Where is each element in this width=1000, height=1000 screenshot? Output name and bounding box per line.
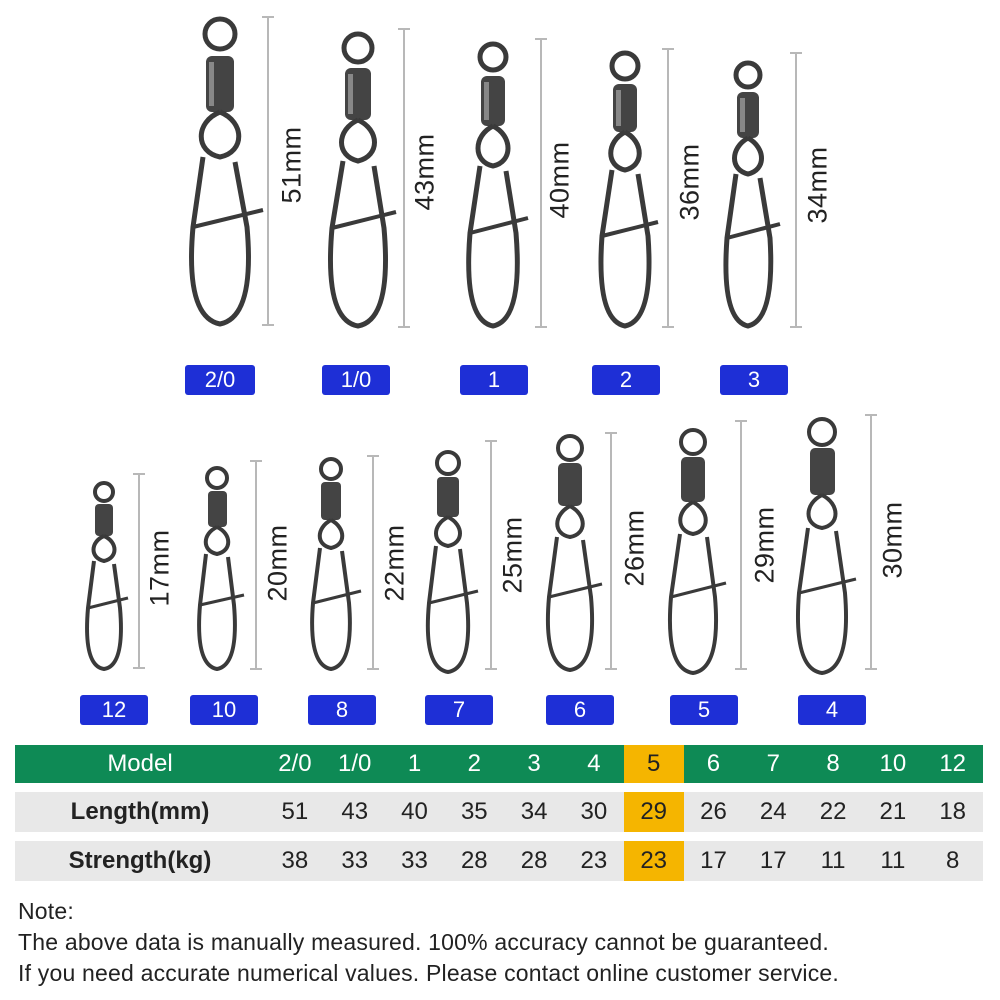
length-label: 20mm bbox=[262, 524, 293, 602]
length-cell: 24 bbox=[759, 798, 787, 825]
strength-cell: 17 bbox=[700, 847, 727, 874]
model-cell: 12 bbox=[939, 750, 967, 777]
swivel-image-2 bbox=[592, 48, 662, 328]
swivel-image-1-0 bbox=[318, 28, 398, 328]
note-title: Note: bbox=[18, 898, 74, 924]
swivel-image-3 bbox=[718, 58, 788, 328]
swivel-image-10 bbox=[192, 465, 246, 670]
model-cell: 7 bbox=[766, 750, 780, 777]
size-badge: 3 bbox=[720, 365, 788, 395]
strength-cell: 23 bbox=[624, 841, 684, 881]
length-cell: 40 bbox=[401, 798, 428, 825]
strength-cell: 11 bbox=[820, 847, 846, 874]
swivel-snap-icon bbox=[592, 48, 662, 328]
model-cell: 2 bbox=[467, 750, 481, 777]
length-cell: 30 bbox=[580, 798, 608, 825]
length-cell: 35 bbox=[460, 798, 488, 825]
model-cell: 1/0 bbox=[338, 750, 372, 777]
model-cell: 8 bbox=[826, 750, 840, 777]
model-cell: 1 bbox=[407, 750, 422, 777]
size-badge: 4 bbox=[798, 695, 866, 725]
swivel-snap-icon bbox=[540, 432, 604, 672]
strength-cell: 17 bbox=[759, 847, 787, 874]
swivel-image-2-0 bbox=[175, 12, 265, 332]
model-cell: 10 bbox=[879, 750, 907, 777]
size-badge: 8 bbox=[308, 695, 376, 725]
swivel-image-8 bbox=[305, 455, 363, 670]
strength-cell: 23 bbox=[580, 847, 608, 874]
strength-row bbox=[15, 841, 983, 881]
strength-cell: 33 bbox=[401, 847, 428, 874]
swivel-image-1 bbox=[458, 38, 528, 328]
size-badge: 2 bbox=[592, 365, 660, 395]
size-badge: 5 bbox=[670, 695, 738, 725]
length-label: 51mm bbox=[276, 126, 307, 204]
swivel-snap-icon bbox=[458, 38, 528, 328]
length-label: 30mm bbox=[877, 501, 908, 579]
strength-row-label: Strength(kg) bbox=[68, 847, 212, 874]
swivel-snap-icon bbox=[790, 415, 858, 675]
length-cell: 43 bbox=[341, 798, 369, 825]
strength-cell: 11 bbox=[880, 847, 906, 874]
size-badge: 1 bbox=[460, 365, 528, 395]
size-badge: 7 bbox=[425, 695, 493, 725]
length-label: 22mm bbox=[379, 524, 410, 602]
length-cell: 51 bbox=[281, 798, 309, 825]
length-cell: 18 bbox=[939, 798, 967, 825]
length-cell: 29 bbox=[624, 792, 684, 832]
size-badge: 10 bbox=[190, 695, 258, 725]
length-label: 40mm bbox=[544, 141, 575, 219]
note-line-1: The above data is manually measured. 100% accuracy cannot be guaranteed. bbox=[18, 929, 829, 955]
model-cell: 2/0 bbox=[278, 750, 312, 777]
model-cell: 4 bbox=[587, 750, 601, 777]
swivel-image-6 bbox=[540, 432, 604, 672]
swivel-snap-icon bbox=[175, 12, 265, 332]
length-cell: 22 bbox=[819, 798, 847, 825]
model-label: Model bbox=[107, 750, 173, 777]
strength-cell: 28 bbox=[460, 847, 488, 874]
length-cell: 26 bbox=[700, 798, 727, 825]
swivel-image-4 bbox=[790, 415, 858, 675]
swivel-snap-icon bbox=[305, 455, 363, 670]
length-label: 26mm bbox=[619, 509, 650, 587]
swivel-snap-icon bbox=[662, 425, 728, 675]
length-row bbox=[15, 792, 983, 832]
swivel-image-5 bbox=[662, 425, 728, 675]
model-cell: 6 bbox=[706, 750, 721, 777]
length-label: 43mm bbox=[409, 133, 440, 211]
length-label: 29mm bbox=[749, 506, 780, 584]
length-label: 25mm bbox=[497, 516, 528, 594]
model-cell: 5 bbox=[624, 745, 684, 783]
size-badge: 12 bbox=[80, 695, 148, 725]
length-label: 36mm bbox=[674, 143, 705, 221]
swivel-snap-icon bbox=[80, 480, 130, 670]
swivel-image-7 bbox=[420, 448, 480, 673]
table-header-row bbox=[15, 745, 983, 783]
size-badge: 2/0 bbox=[185, 365, 255, 395]
strength-cell: 8 bbox=[945, 847, 960, 874]
strength-cell: 38 bbox=[281, 847, 309, 874]
size-badge: 6 bbox=[546, 695, 614, 725]
length-row-label: Length(mm) bbox=[70, 798, 210, 825]
model-cell: 3 bbox=[527, 750, 541, 777]
note-line-2: If you need accurate numerical values. Please contact online customer service. bbox=[18, 960, 840, 986]
swivel-image-12 bbox=[80, 480, 130, 670]
length-cell: 34 bbox=[520, 798, 548, 825]
swivel-snap-icon bbox=[718, 58, 788, 328]
swivel-snap-icon bbox=[192, 465, 246, 670]
strength-cell: 33 bbox=[341, 847, 369, 874]
swivel-snap-icon bbox=[420, 448, 480, 673]
strength-cell: 28 bbox=[520, 847, 548, 874]
length-label: 34mm bbox=[802, 146, 833, 224]
length-cell: 21 bbox=[879, 798, 907, 825]
length-label: 17mm bbox=[144, 529, 175, 607]
swivel-snap-icon bbox=[318, 28, 398, 328]
size-badge: 1/0 bbox=[322, 365, 390, 395]
